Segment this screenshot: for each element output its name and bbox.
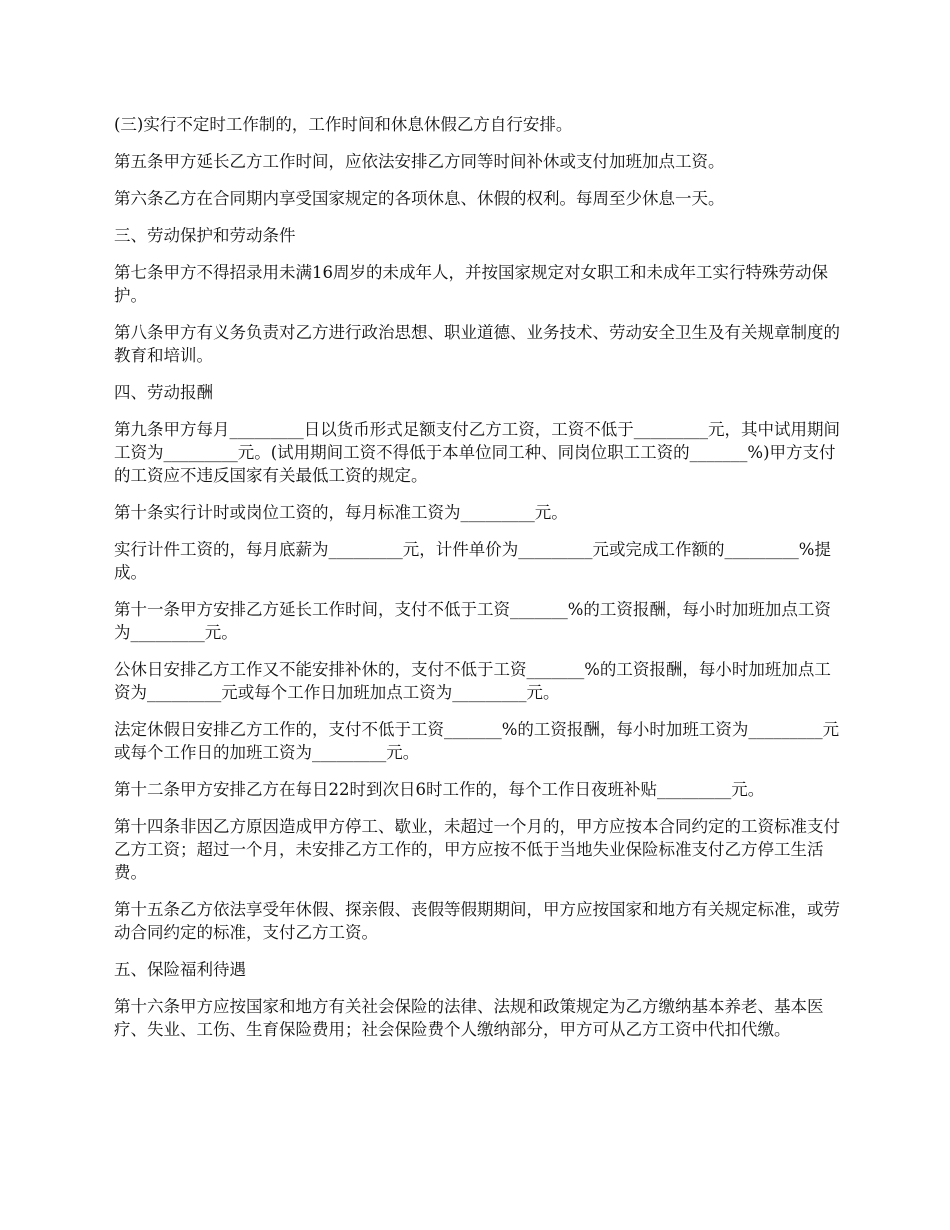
- section-heading-labor-protection: 三、劳动保护和劳动条件: [114, 226, 296, 245]
- paragraph-article-15: 第十五条乙方依法享受年休假、探亲假、丧假等假期期间，甲方应按国家和地方有关规定标准，或劳动合同约定的标准，支付乙方工资。: [114, 900, 840, 942]
- paragraph-holiday-overtime: 法定休假日安排乙方工作的，支付不低于工资_______%的工资报酬，每小时加班工资为_________元或每个工作日的加班工资为_________元。: [114, 720, 840, 762]
- paragraph-piece-rate-wage: 实行计件工资的，每月底薪为_________元，计件单价为_________元或完成工作额的_________%提成。: [114, 540, 831, 582]
- paragraph-article-12: 第十二条甲方安排乙方在每日22时到次日6时工作的，每个工作日夜班补贴_________元。: [114, 780, 765, 799]
- paragraph-article-11: 第十一条甲方安排乙方延长工作时间，支付不低于工资_______%的工资报酬，每小时加班加点工资为_________元。: [114, 600, 831, 642]
- section-heading-remuneration: 四、劳动报酬: [114, 383, 213, 402]
- paragraph-rest-day-overtime: 公休日安排乙方工作又不能安排补休的，支付不低于工资_______%的工资报酬，每小时加班加点工资为_________元或每个工作日加班加点工资为_________元。: [114, 660, 831, 702]
- section-heading-insurance-welfare: 五、保险福利待遇: [114, 960, 246, 979]
- paragraph-article-6: 第六条乙方在合同期内享受国家规定的各项休息、休假的权利。每周至少休息一天。: [114, 189, 725, 208]
- paragraph-article-5: 第五条甲方延长乙方工作时间，应依法安排乙方同等时间补休或支付加班加点工资。: [114, 152, 725, 171]
- paragraph-clause-3-flexible-hours: (三)实行不定时工作制的，工作时间和休息休假乙方自行安排。: [114, 115, 573, 134]
- paragraph-article-16: 第十六条甲方应按国家和地方有关社会保险的法律、法规和政策规定为乙方缴纳基本养老、基本医疗、失业、工伤、生育保险费用；社会保险费个人缴纳部分，甲方可从乙方工资中代扣代缴。: [114, 997, 824, 1039]
- paragraph-article-9: 第九条甲方每月_________日以货币形式足额支付乙方工资，工资不低于_________元，其中试用期间工资为_________元。(试用期间工资不得低于本单位同工种、同岗位职工工资的_______%)甲方支付的工资应不违反国家有关最低工资的规定。: [114, 420, 840, 485]
- paragraph-article-14: 第十四条非因乙方原因造成甲方停工、歇业，未超过一个月的，甲方应按本合同约定的工资标准支付乙方工资；超过一个月，未安排乙方工作的，甲方应按不低于当地失业保险标准支付乙方停工生活费。: [114, 817, 840, 882]
- paragraph-article-7: 第七条甲方不得招录用未满16周岁的未成年人，并按国家规定对女职工和未成年工实行特殊劳动保护。: [114, 263, 828, 305]
- paragraph-article-8: 第八条甲方有义务负责对乙方进行政治思想、职业道德、业务技术、劳动安全卫生及有关规章制度的教育和培训。: [114, 323, 840, 365]
- paragraph-article-10: 第十条实行计时或岗位工资的，每月标准工资为_________元。: [114, 503, 568, 522]
